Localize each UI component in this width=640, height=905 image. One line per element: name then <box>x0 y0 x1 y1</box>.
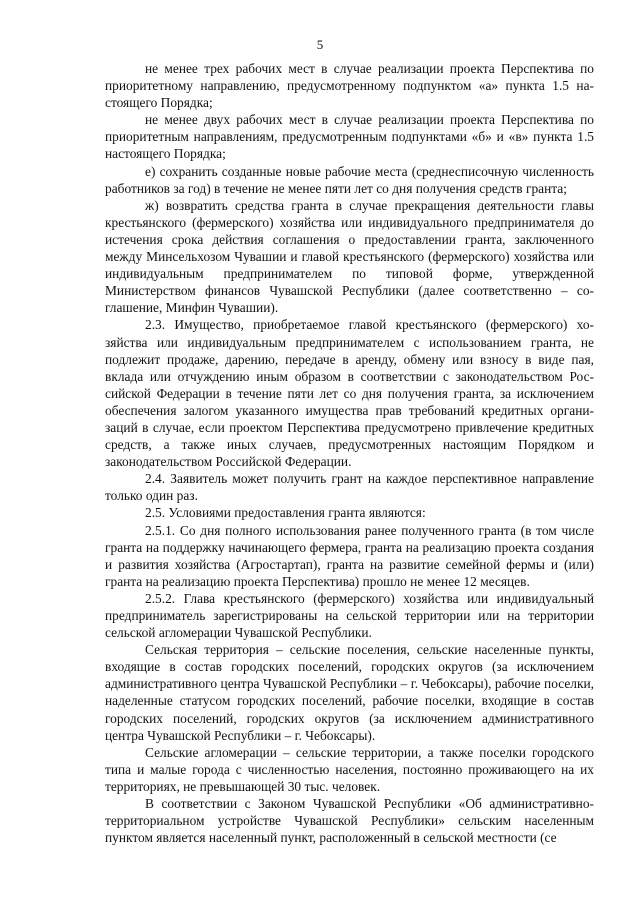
paragraph-rural-agglomeration: Сельские агломерации – сельские территории, а также поселки городского типа и малые города с численностью населения, постоянно проживающего на их территориях, не превышающей 30 тыс. человек. <box>105 744 594 794</box>
paragraph-2-5-1: 2.5.1. Со дня полного использования ранее полученного гранта (в том числе гранта на поддержку начинающего фермера, гранта на реализацию проекта создания и развития хозяйства (Агростартап), гранта на развитие семейной фермы и (или) гранта на реализацию проекта Перспектива) прошло не менее 12 месяцев. <box>105 522 594 589</box>
paragraph-2-5-2: 2.5.2. Глава крестьянского (фермерского) хозяйства или индивидуальный предприниматель зарегистрированы на сельской территории или на территории сельской агломерации Чувашской Республики. <box>105 590 594 641</box>
paragraph-two-jobs: не менее двух рабочих мест в случае реализации проекта Перспектива по приоритетным направлениям, предусмотренным подпунктами «б» и «в» пункта 1.5 настоящего Порядка; <box>105 112 594 162</box>
paragraph-2-3: 2.3. Имущество, приобретаемое главой крестьянского (фермерского) хозяйства или индивидуальным предпринимателем с использованием гранта, не подлежит продаже, дарению, передаче в аренду, обмену или взносу в виде пая, вклада или отчуждению иным образом в соответствии с законодательством Российской Федерации в течение пяти лет со дня получения гранта, за исключением обеспечения залогом указанного имущества прав требований кредитных организаций в случае, если проектом Перспектива предусмотрено привлечение кредитных средств, а также иных случаев, предусмотренных настоящим Порядком и законодательством Российской Федерации. <box>105 317 594 470</box>
paragraph-2-4: 2.4. Заявитель может получить грант на каждое перспективное направление только один раз. <box>105 471 594 504</box>
paragraph-item-zh: ж) возвратить средства гранта в случае прекращения деятельности главы крестьянского (фермерского) хозяйства или индивидуального предпринимателя до истечения срока действия соглашения о предоставлении гранта, заключенного между Минсельхозом Чувашии и главой крестьянского (фермерского) хозяйства или индивидуальным предпринимателем по типовой форме, утвержденной Министерством финансов Чувашской Республики (далее соответственно – соглашение, Минфин Чувашии). <box>105 197 594 316</box>
paragraph-2-5: 2.5. Условиями предоставления гранта являются: <box>145 505 426 521</box>
paragraph-rural-territory: Сельская территория – сельские поселения, сельские населенные пункты, входящие в состав городских поселений, городских округов (за исключением административного центра Чувашской Республики – г. Чебоксары), рабочие поселки, наделенные статусом городских поселений, рабочие поселки, входящие в состав городских поселений, городских округов (за исключением административного центра Чувашской Республики – г. Чебоксары). <box>105 642 594 743</box>
paragraph-three-jobs: не менее трех рабочих мест в случае реализации проекта Перспектива по приоритетному направлению, предусмотренному подпунктом «а» пункта 1.5 настоящего Порядка; <box>105 61 594 111</box>
paragraph-item-e: е) сохранить созданные новые рабочие места (среднесписочную численность работников за год) в течение не менее пяти лет со дня получения средств гранта; <box>105 163 594 196</box>
page-number: 5 <box>316 37 324 52</box>
paragraph-law-reference: В соответствии с Законом Чувашской Республики «Об административно-территориальном устройстве Чувашской Республики» сельским населенным пунктом является населенный пункт, расположенный в сельской местности (се <box>105 796 594 846</box>
document-body <box>105 60 594 846</box>
